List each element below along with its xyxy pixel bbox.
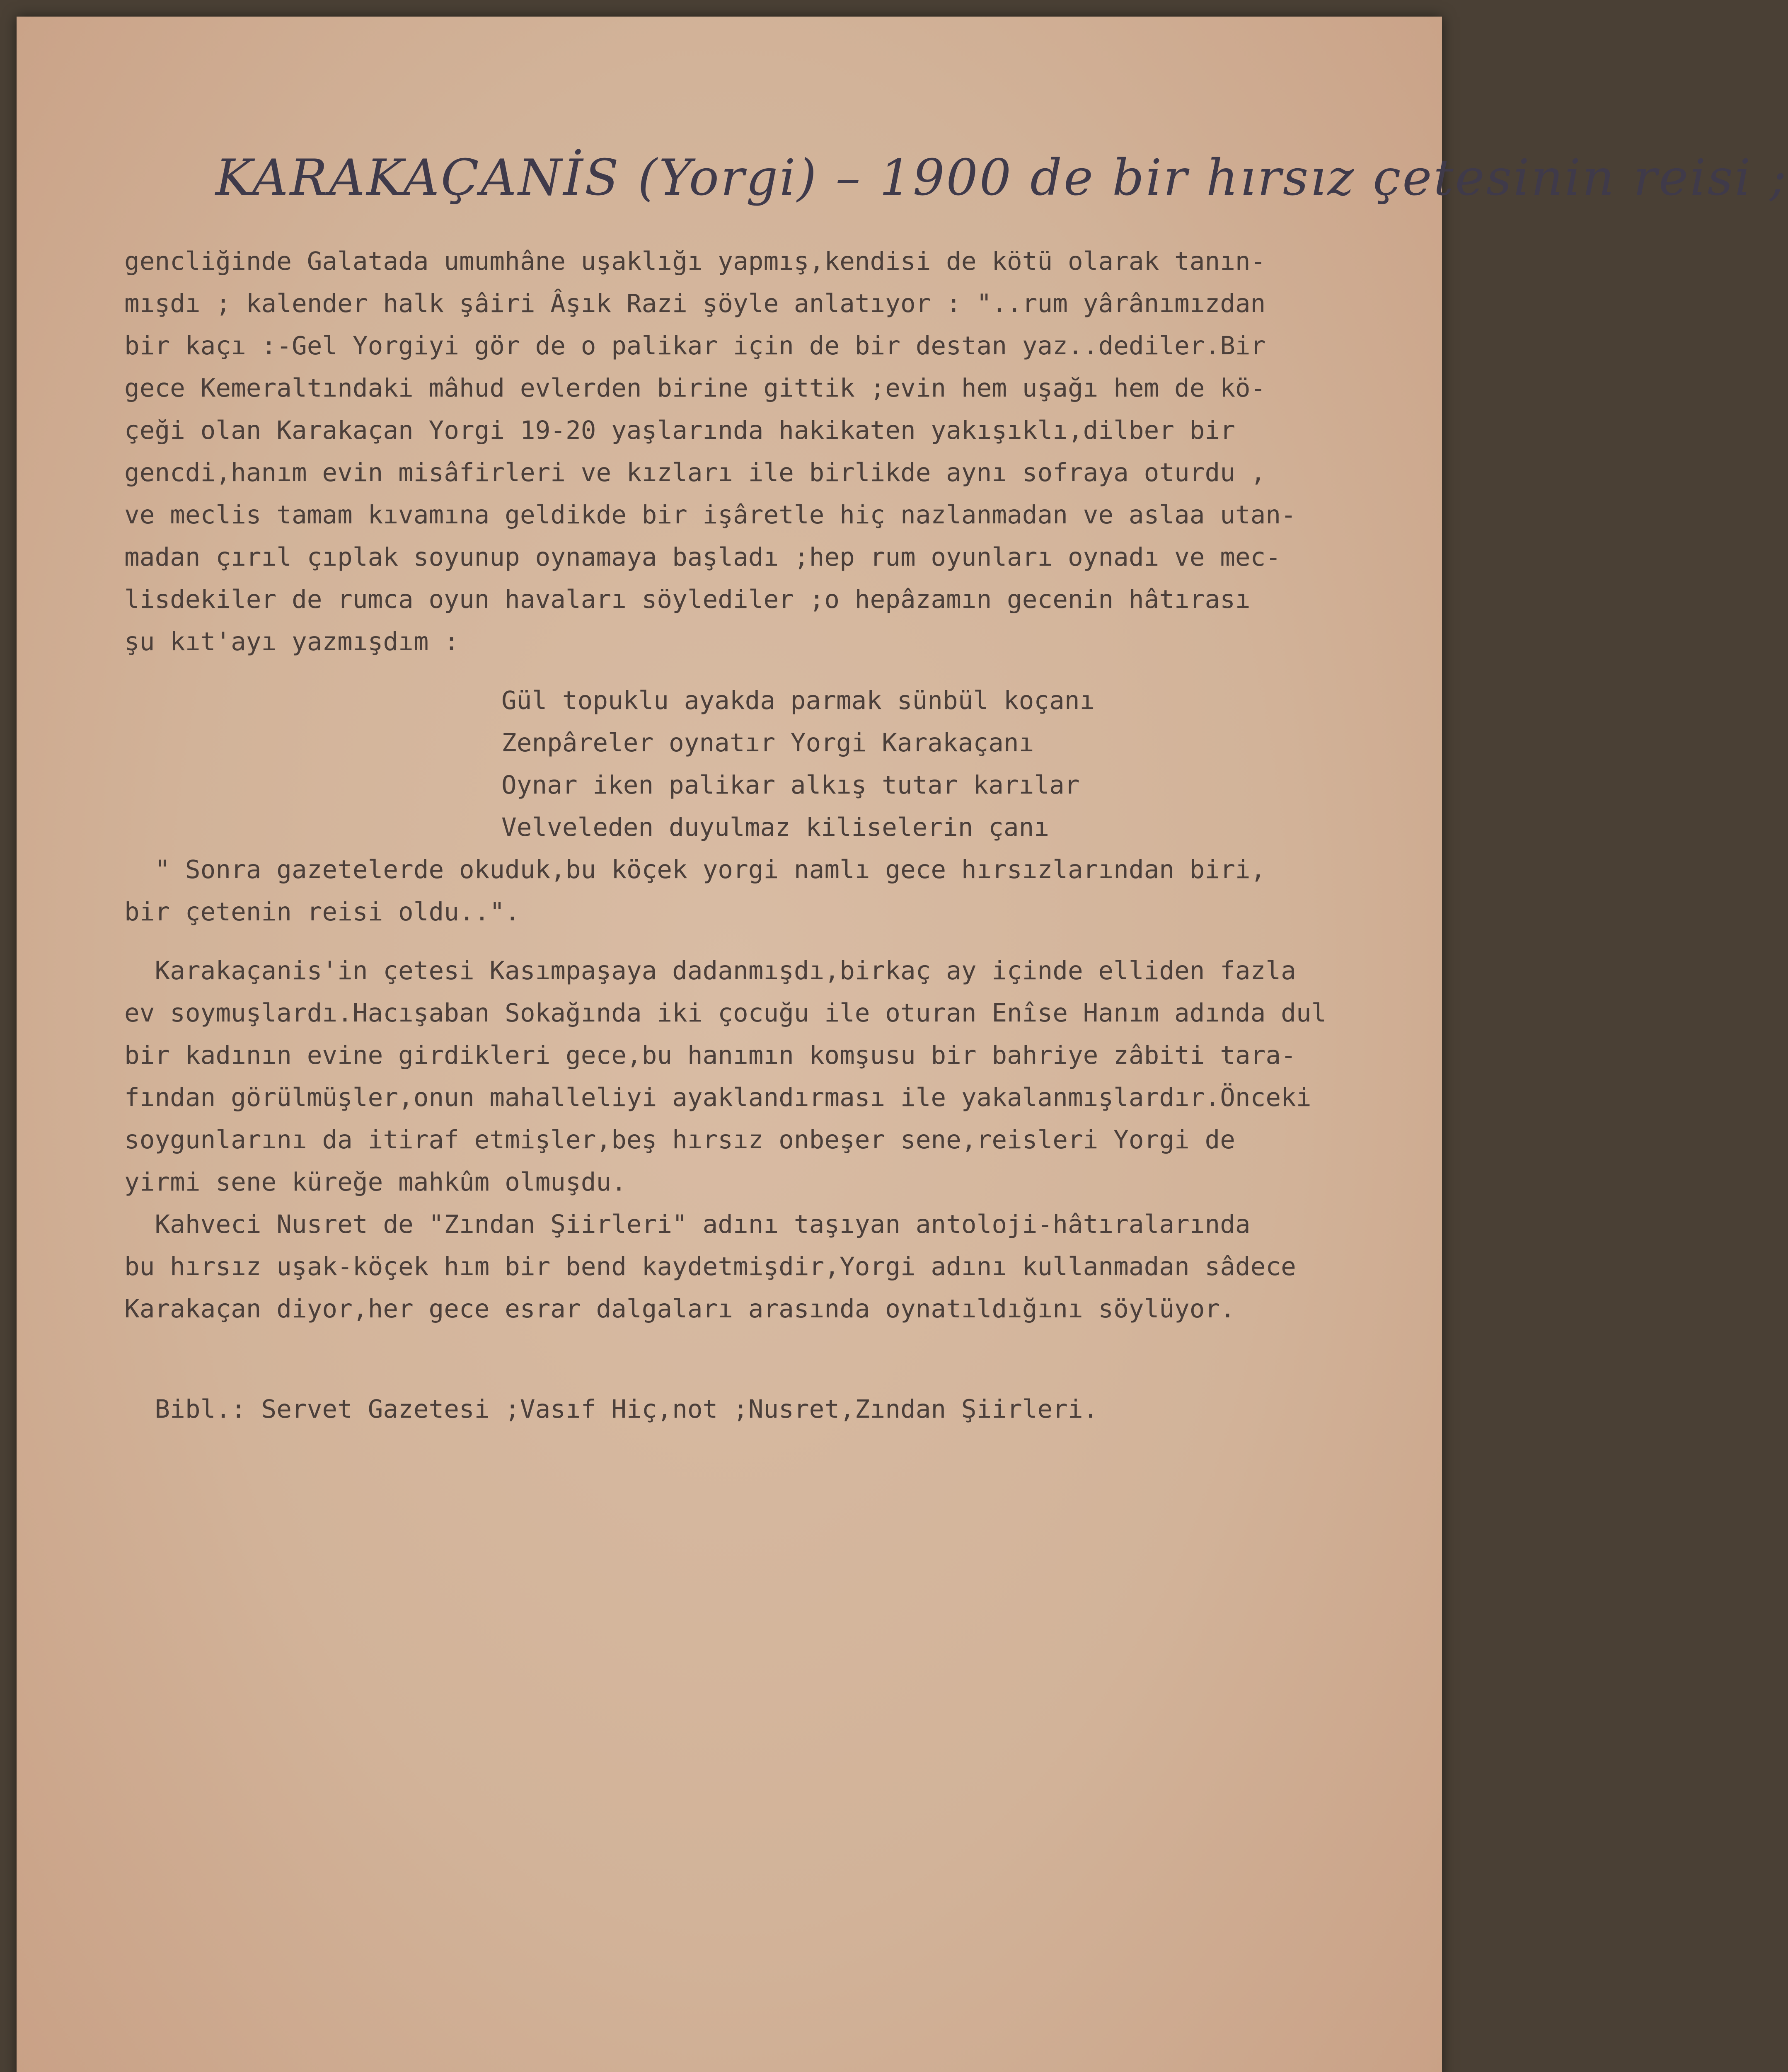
paragraph-2 (124, 849, 1442, 933)
text-line: Karakaçanis'in çetesi Kasımpaşaya dadanmışdı,birkaç ay içinde elliden fazla (124, 956, 1296, 985)
document-page (17, 17, 1788, 2072)
text-line: bu hırsız uşak-köçek hım bir bend kaydetmişdir,Yorgi adını kullanmadan sâdece (124, 1252, 1296, 1281)
text-line: Kahveci Nusret de "Zından Şiirleri" adını taşıyan antoloji-hâtıralarında (124, 1210, 1251, 1239)
text-line: bir çetenin reisi oldu..". (124, 897, 520, 927)
text-line: şu kıt'ayı yazmışdım : (124, 627, 459, 656)
text-line: yirmi sene küreğe mahkûm olmuşdu. (124, 1167, 627, 1197)
bibliography: Bibl.: Servet Gazetesi ;Vasıf Hiç,not ;Nusret,Zından Şiirleri. (124, 1394, 1098, 1424)
text-line: mışdı ; kalender halk şâiri Âşık Razi şöyle anlatıyor : "..rum yârânımızdan (124, 289, 1266, 318)
verse-line: Gül topuklu ayakda parmak sünbül koçanı (501, 686, 1095, 715)
text-line: gencdi,hanım evin misâfirleri ve kızları ile birlikde aynı sofraya oturdu , (124, 458, 1266, 487)
text-line: bir kadının evine girdikleri gece,bu hanımın komşusu bir bahriye zâbiti tara- (124, 1041, 1296, 1070)
text-line: Karakaçan diyor,her gece esrar dalgaları arasında oynatıldığını söylüyor. (124, 1294, 1235, 1324)
text-line: fından görülmüşler,onun mahalleliyi ayaklandırması ile yakalanmışlardır.Önceki (124, 1083, 1311, 1112)
verse-line: Zenpâreler oynatır Yorgi Karakaçanı (501, 728, 1034, 758)
handwritten-title: KARAKAÇANİS (Yorgi) – 1900 de bir hırsız çetesinin reisi ; (215, 149, 1788, 207)
paragraph-1 (124, 240, 1442, 663)
text-line: lisdekiler de rumca oyun havaları söylediler ;o hepâzamın gecenin hâtırası (124, 585, 1251, 614)
text-line: " Sonra gazetelerde okuduk,bu köçek yorgi namlı gece hırsızlarından biri, (124, 855, 1266, 884)
text-line: madan çırıl çıplak soyunup oynamaya başladı ;hep rum oyunları oynadı ve mec- (124, 542, 1281, 572)
paragraph-3 (124, 950, 1442, 1330)
text-line: çeği olan Karakaçan Yorgi 19-20 yaşlarında hakikaten yakışıklı,dilber bir (124, 416, 1235, 445)
text-line: soygunlarını da itiraf etmişler,beş hırsız onbeşer sene,reisleri Yorgi de (124, 1125, 1235, 1155)
text-line: bir kaçı :-Gel Yorgiyi gör de o palikar için de bir destan yaz..dediler.Bir (124, 331, 1266, 361)
verse-line: Oynar iken palikar alkış tutar karılar (501, 770, 1080, 800)
verse-block (501, 680, 1442, 849)
text-line: gencliğinde Galatada umumhâne uşaklığı yapmış,kendisi de kötü olarak tanın- (124, 247, 1266, 276)
text-line: ve meclis tamam kıvamına geldikde bir işâretle hiç nazlanmadan ve aslaa utan- (124, 500, 1296, 530)
document-body (124, 240, 1442, 1431)
text-line: ev soymuşlardı.Hacışaban Sokağında iki çocuğu ile oturan Enîse Hanım adında dul (124, 998, 1327, 1028)
text-line: gece Kemeraltındaki mâhud evlerden birine gittik ;evin hem uşağı hem de kö- (124, 373, 1266, 403)
verse-line: Velveleden duyulmaz kiliselerin çanı (501, 813, 1050, 842)
